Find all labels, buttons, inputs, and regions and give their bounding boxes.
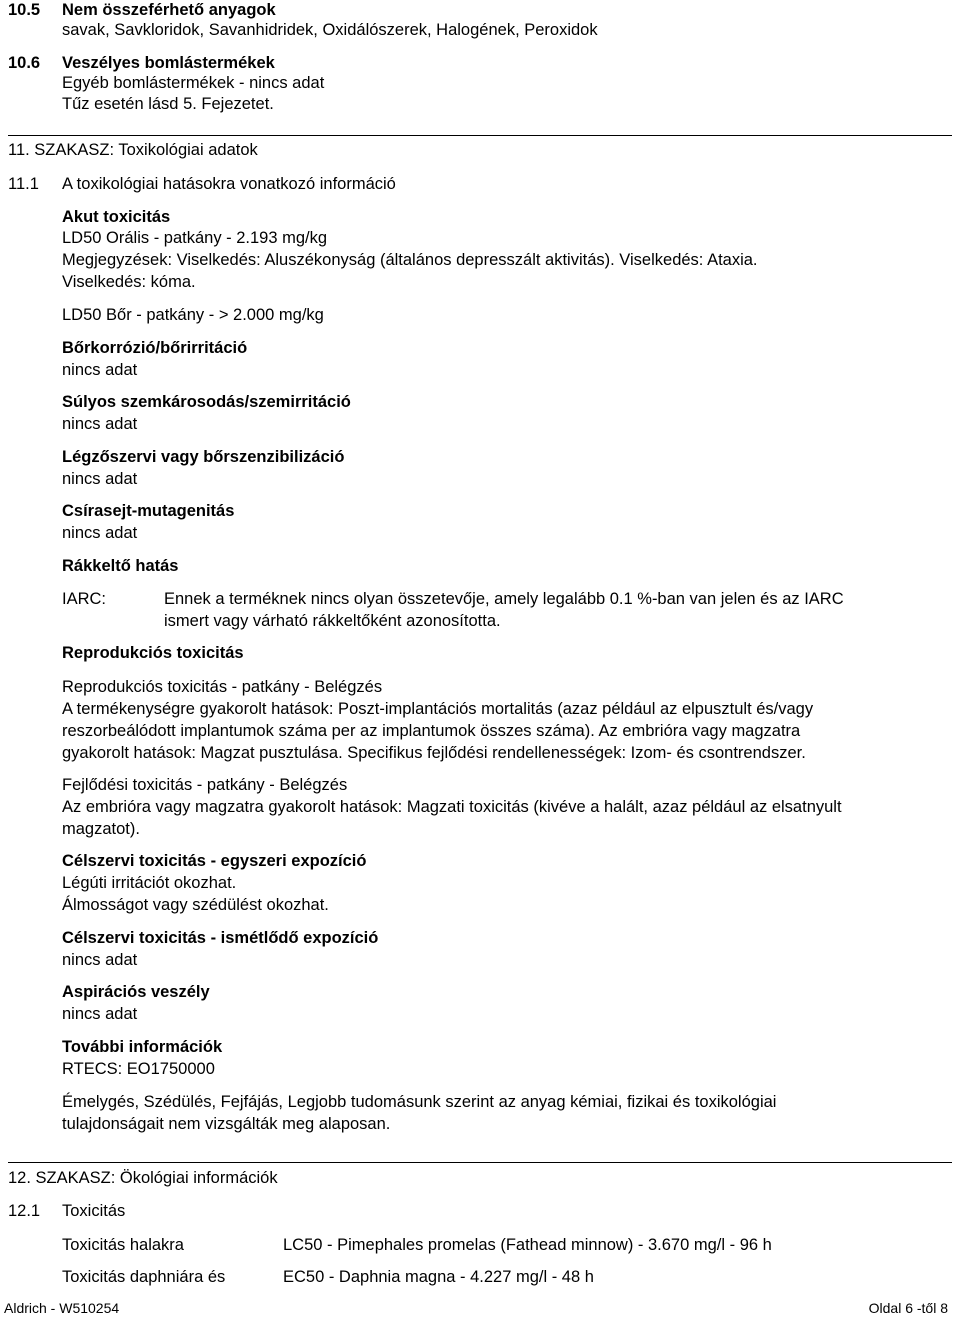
section-title: A toxikológiai hatásokra vonatkozó információ [62,175,396,193]
section-title: Veszélyes bomlástermékek [62,54,275,72]
section-title: Nem összeférhető anyagok [62,1,276,19]
subsection-title: Akut toxicitás [62,208,171,226]
section-number: 12.1 [8,1202,41,1220]
body-text: nincs adat [62,1005,138,1023]
body-text: nincs adat [62,951,138,969]
chapter-heading: 12. SZAKASZ: Ökológiai információk [8,1169,278,1187]
subsection-title: Bőrkorrózió/bőrirritáció [62,339,248,357]
body-text: magzatot). [62,820,140,838]
body-text: nincs adat [62,415,138,433]
subsection-title: Csírasejt-mutagenitás [62,502,235,520]
section-text: Tűz esetén lásd 5. Fejezetet. [62,95,274,113]
section-number: 10.6 [8,54,41,72]
tox-row-value: LC50 - Pimephales promelas (Fathead minnow) - 3.670 mg/l - 96 h [283,1236,772,1254]
body-text: Megjegyzések: Viselkedés: Aluszékonyság (általános depresszált aktivitás). Viselkedés: Ataxia. [62,251,758,269]
subsection-title: Aspirációs veszély [62,983,210,1001]
body-text: tulajdonságait nem vizsgálták meg alaposan. [62,1115,391,1133]
section-title: Toxicitás [62,1202,126,1220]
body-text: Émelygés, Szédülés, Fejfájás, Legjobb tudomásunk szerint az anyag kémiai, fizikai és toxikológiai [62,1093,777,1111]
section-number: 11.1 [8,175,39,193]
body-text: nincs adat [62,470,138,488]
body-text: reszorbeálódott implantumok száma per az implantumok összes száma). Az embrióra vagy magzatra [62,722,801,740]
section-divider [8,1162,952,1163]
body-text: ismert vagy várható rákkeltőként azonosította. [164,612,501,630]
body-text: Az embrióra vagy magzatra gyakorolt hatások: Magzati toxicitás (kivéve a halált, azaz például az elsatnyult [62,798,842,816]
body-text: LD50 Bőr - patkány - > 2.000 mg/kg [62,306,324,324]
section-divider [8,135,952,136]
section-number: 10.5 [8,1,41,19]
subsection-title: Légzőszervi vagy bőrszenzibilizáció [62,448,345,466]
tox-row-value: EC50 - Daphnia magna - 4.227 mg/l - 48 h [283,1268,594,1286]
subsection-title: Súlyos szemkárosodás/szemirritáció [62,393,351,411]
body-text: Viselkedés: kóma. [62,273,196,291]
subsection-title: Rákkeltő hatás [62,557,179,575]
tox-row-label: Toxicitás daphniára és [62,1268,226,1286]
subsection-title: Reprodukciós toxicitás [62,644,244,662]
body-text: Reprodukciós toxicitás - patkány - Belégzés [62,678,383,696]
body-text: nincs adat [62,524,138,542]
section-text: savak, Savkloridok, Savanhidridek, Oxidálószerek, Halogének, Peroxidok [62,21,598,39]
tox-row-label: Toxicitás halakra [62,1236,184,1254]
footer-page-number: Oldal 6 -től 8 [868,1300,948,1316]
subsection-title: Célszervi toxicitás - ismétlődő expozíció [62,929,379,947]
chapter-heading: 11. SZAKASZ: Toxikológiai adatok [8,141,258,159]
body-text: gyakorolt hatások: Magzat pusztulása. Specifikus fejlődési rendellenességek: Izom- és csontrendszer. [62,744,806,762]
body-text: Ennek a terméknek nincs olyan összetevője, amely legalább 0.1 %-ban van jelen és az IARC [164,590,844,608]
body-text: RTECS: EO1750000 [62,1060,215,1078]
footer-product-code: Aldrich - W510254 [4,1300,120,1316]
subsection-title: További információk [62,1038,223,1056]
subsection-title: Célszervi toxicitás - egyszeri expozíció [62,852,367,870]
body-text: A termékenységre gyakorolt hatások: Poszt-implantációs mortalitás (azaz például az elpusztult és/vagy [62,700,814,718]
section-text: Egyéb bomlástermékek - nincs adat [62,74,325,92]
body-text: Légúti irritációt okozhat. [62,874,237,892]
body-text: nincs adat [62,361,138,379]
iarc-label: IARC: [62,590,107,608]
body-text: LD50 Orális - patkány - 2.193 mg/kg [62,229,328,247]
body-text: Álmosságot vagy szédülést okozhat. [62,896,329,914]
body-text: Fejlődési toxicitás - patkány - Belégzés [62,776,348,794]
